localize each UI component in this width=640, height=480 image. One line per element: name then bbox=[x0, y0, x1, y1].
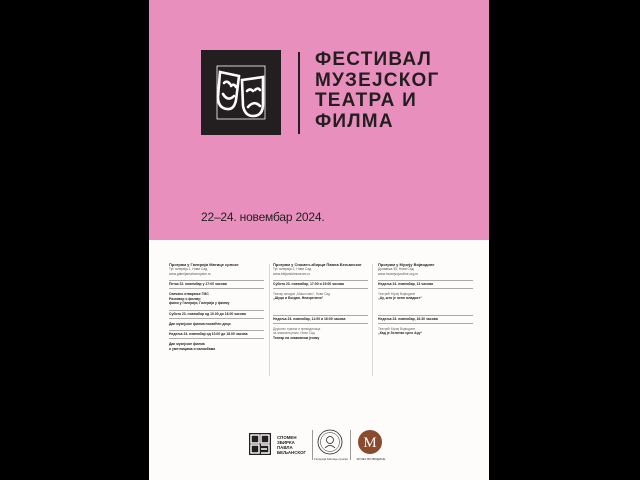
column-heading: Програм у Галерији Матице српске bbox=[169, 262, 239, 267]
theatre-masks-icon bbox=[201, 50, 281, 135]
schedule-day: Недеља 24. новембар, 16.30 часова bbox=[378, 315, 473, 324]
logo-divider bbox=[350, 430, 351, 460]
schedule-item: Дан музејског филма посвећен деци bbox=[169, 321, 231, 326]
schedule-day: Недеља 24. новембар, 11:00 и 16:00 часова bbox=[273, 315, 368, 324]
title-divider bbox=[298, 52, 300, 134]
wordmark-line: БЕЉАНСКОГ bbox=[277, 450, 306, 455]
spomen-zbirka-logo-icon bbox=[249, 433, 271, 455]
column-address: Дунавска 35, Нови Сад bbox=[378, 267, 414, 271]
column-address: Трг галерија 2, Нови Сад bbox=[273, 267, 312, 271]
gallery-caption: Галерија Матице српске bbox=[314, 457, 348, 461]
festival-title bbox=[315, 50, 485, 132]
schedule-item: о уметницима и изложбама bbox=[169, 346, 216, 351]
logo-divider bbox=[312, 430, 313, 460]
column-divider bbox=[372, 264, 373, 376]
pink-header-panel bbox=[149, 0, 489, 240]
partner-logos bbox=[249, 428, 419, 464]
title-line: ФИЛМА bbox=[315, 110, 394, 132]
column-address: Трг галерија 1, Нови Сад bbox=[169, 267, 208, 271]
column-divider bbox=[269, 264, 270, 376]
mv-logo-letter: М bbox=[363, 435, 377, 451]
spomen-zbirka-wordmark bbox=[277, 435, 306, 455]
schedule-item: филм у Галерији, Галерија у филму bbox=[169, 301, 230, 306]
schedule-item: „Ау, што је лепо младост“ bbox=[378, 296, 422, 301]
wordmark-line: СПОМЕН bbox=[277, 435, 297, 440]
column-heading: Програм у Спомен-збирци Павла Бељанског bbox=[273, 262, 362, 267]
schedule-day: Субота 23. новембар, 17:00 и 19:00 часова bbox=[273, 280, 368, 289]
schedule-day: Петак 22. новембар у 17:00 часова bbox=[169, 280, 264, 289]
gallery-seal-icon bbox=[317, 429, 343, 455]
schedule-organizer: Театрић Музеј Војводине bbox=[378, 292, 416, 296]
column-website: www.beljanskimuseum.rs bbox=[273, 271, 311, 276]
festival-date: 22–24. новембар 2024. bbox=[201, 210, 325, 224]
schedule-item: Дан музејског филма bbox=[169, 342, 205, 347]
festival-poster bbox=[149, 0, 489, 480]
program-column-beljanski bbox=[273, 262, 368, 382]
schedule-day: Недеља 24. новембар од 10.00 до 18.00 часова bbox=[169, 330, 264, 339]
schedule-item: Свечано отварање ГМС bbox=[169, 292, 209, 296]
program-column-gms bbox=[169, 262, 264, 382]
schedule-item: Театар на знаковном језику bbox=[273, 335, 320, 340]
title-line: ФЕСТИВАЛ bbox=[315, 49, 433, 70]
column-website: www.galerijamaticesrpske.rs bbox=[169, 271, 211, 276]
program-columns bbox=[169, 262, 469, 382]
column-heading: Програм у Музеју Војводине bbox=[378, 262, 435, 267]
schedule-organizer: Друштво тумача и преводилаца bbox=[273, 327, 321, 331]
theatre-masks-logo bbox=[201, 50, 281, 135]
title-line: МУЗЕЈСКОГ bbox=[315, 69, 440, 91]
wordmark-line: ПАВЛА bbox=[277, 445, 293, 450]
schedule-item: „Шуца и Богдан. Неизречено“ bbox=[273, 296, 324, 301]
schedule-day: Недеља 24. новембар, 13 часова bbox=[378, 280, 473, 289]
schedule-day: Субота 23. новембар од 10.00 до 18.00 часова bbox=[169, 310, 264, 319]
title-line: ТЕАТРА И bbox=[315, 90, 417, 111]
schedule-organizer: Театрић Музеј Војводине bbox=[378, 327, 416, 331]
mv-caption: МУЗЕЈ ВОЈВОДИНЕ bbox=[356, 457, 386, 461]
column-website: www.muzejvojvodine.org.rs bbox=[378, 271, 418, 276]
schedule-item: „Кад је Зеленко срео Аџу“ bbox=[378, 331, 423, 336]
wordmark-line: ЗБИРКА bbox=[277, 440, 295, 445]
schedule-item: Разговор о филму: bbox=[169, 296, 202, 301]
program-column-mv bbox=[378, 262, 473, 382]
schedule-organizer: за знаковни језик, Нови Сад bbox=[273, 331, 315, 336]
schedule-organizer: Театар младих „Мишолово“, Нови Сад bbox=[273, 292, 331, 296]
muzej-vojvodine-logo-icon bbox=[357, 429, 383, 455]
